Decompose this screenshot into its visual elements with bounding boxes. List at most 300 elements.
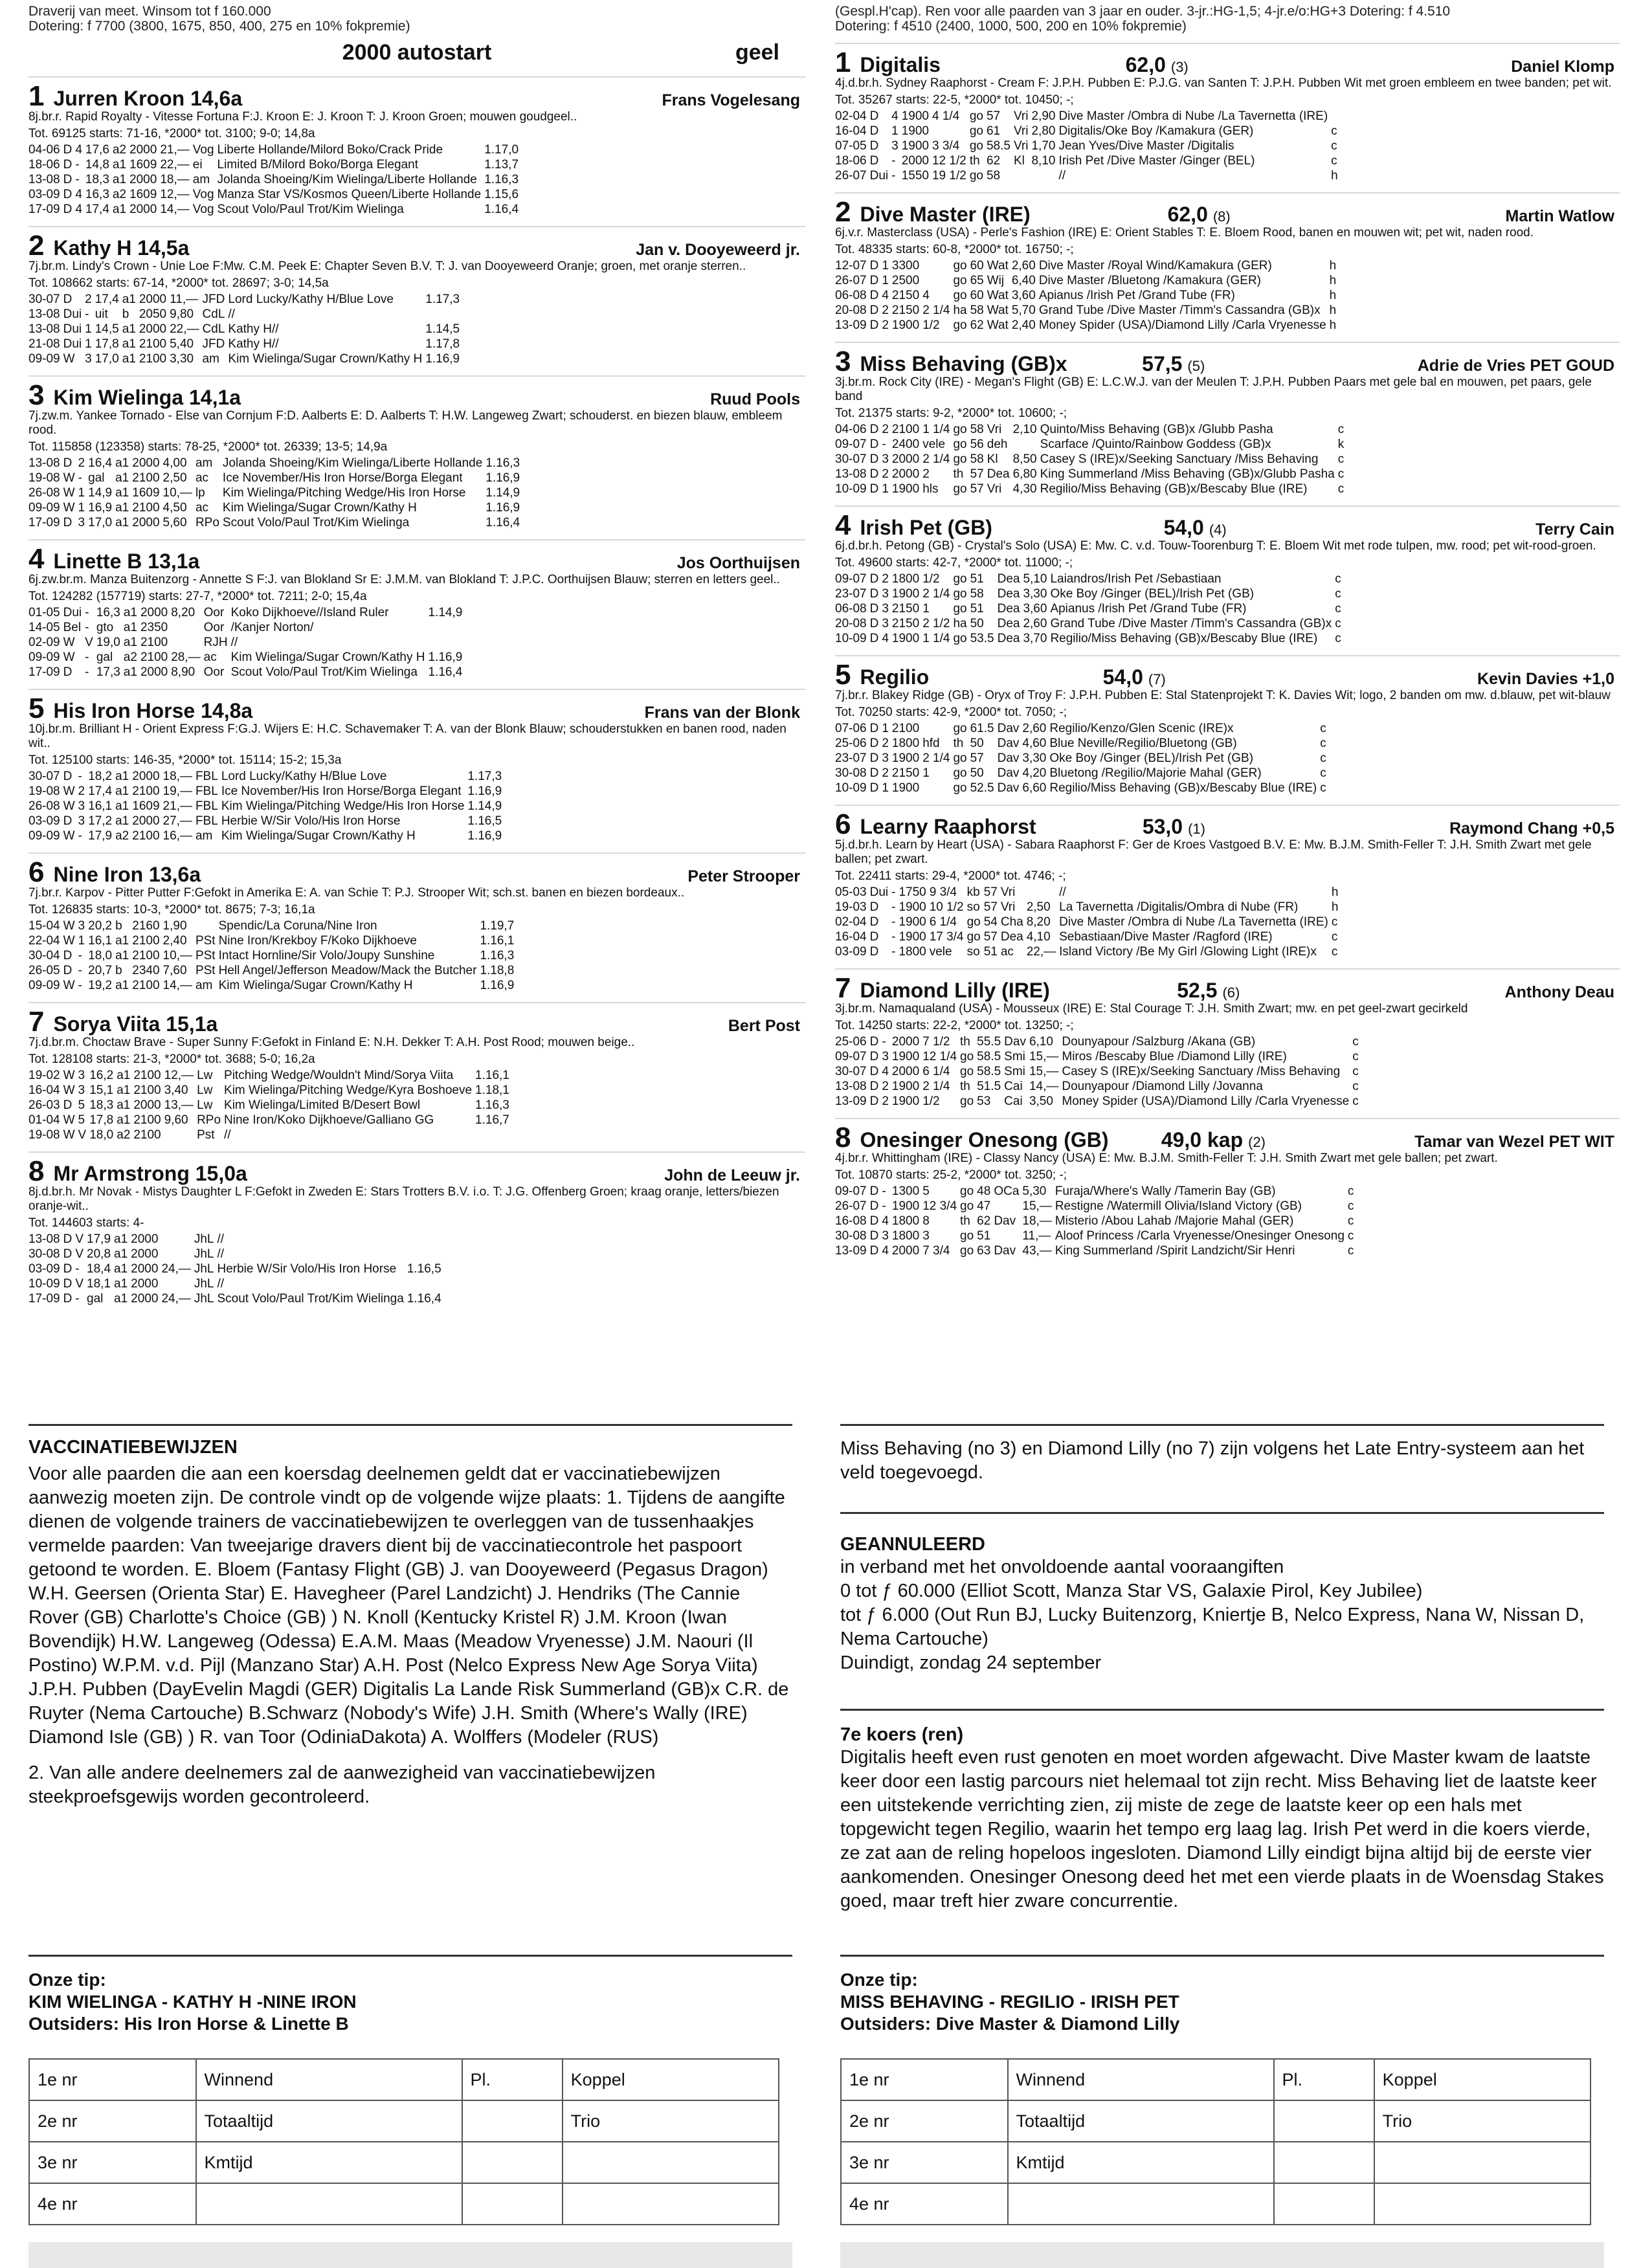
- form-cell: [1331, 109, 1341, 124]
- form-cell: 2000: [891, 1035, 920, 1049]
- form-cell: 14,8: [85, 158, 109, 172]
- form-cell: 1.16,1: [480, 934, 515, 948]
- form-cell: D: [869, 751, 879, 765]
- form-cell: [425, 307, 463, 322]
- form-cell: [164, 1128, 197, 1142]
- form-cell: -: [891, 154, 896, 168]
- form-cell: Oke Boy /Ginger (BEL)/Irish Pet (GB): [1050, 587, 1255, 601]
- tip-outsiders: Outsiders: His Iron Horse & Linette B: [28, 2014, 349, 2034]
- form-cell: 26-08: [28, 799, 60, 813]
- form-cell: 15,—: [1029, 1065, 1059, 1078]
- form-cell: 1.13,7: [484, 158, 519, 172]
- form-cell: 1.17,3: [425, 293, 460, 306]
- form-cell: 3,60: [1011, 289, 1036, 302]
- form-cell: D: [869, 572, 879, 586]
- form-cell: 14,—: [160, 203, 190, 216]
- form-cell: 52.5: [970, 781, 994, 795]
- form-cell: 2: [78, 456, 85, 470]
- form-cell: am: [195, 829, 213, 843]
- form-cell: h: [1329, 304, 1337, 317]
- form-cell: W: [63, 1069, 75, 1082]
- preview-title: 7e koers (ren): [840, 1724, 964, 1745]
- form-table: [835, 572, 1345, 646]
- form-cell: Regilio/Miss Behaving (GB)x/Bescaby Blue (IRE): [1040, 482, 1308, 496]
- form-cell: 2000: [140, 606, 168, 619]
- form-cell: c: [1335, 632, 1341, 645]
- form-cell: D: [869, 154, 879, 168]
- form-cell: Misterio /Abou Lahab /Majorie Mahal (GER): [1055, 1214, 1294, 1228]
- horse-weight-post: [1126, 53, 1326, 77]
- form-cell: -: [882, 438, 886, 451]
- horse-name: Jurren Kroon 14,6a: [53, 87, 243, 110]
- form-cell: a1: [122, 337, 136, 351]
- form-cell: Smi: [1004, 1050, 1025, 1063]
- form-cell: Nine Iron/Koko Dijkhoeve/Galliano GG: [224, 1113, 434, 1127]
- form-cell: 09-09: [28, 650, 60, 664]
- form-cell: D: [869, 1050, 879, 1063]
- form-cell: 17,8: [89, 1113, 114, 1127]
- form-cell: 18,0: [88, 949, 113, 962]
- horse-title: [835, 196, 1031, 228]
- form-cell: c: [1347, 1184, 1354, 1198]
- form-cell: 04-06: [835, 423, 867, 436]
- form-cell: D: [63, 665, 73, 679]
- form-cell: 7 3/4: [922, 1244, 950, 1258]
- horse-number: 2: [835, 196, 851, 228]
- form-cell: Furaja/Where's Wally /Tamerin Bay (GB): [1055, 1184, 1276, 1198]
- grid-cell: Totaaltijd: [1008, 2100, 1274, 2142]
- form-cell: Scarface /Quinto/Rainbow Goddess (GB)x: [1040, 438, 1271, 451]
- horse-pedigree: 6j.v.r. Masterclass (USA) - Perle's Fashion (IRE) E: Orient Stables T: E. Bloem Rood, banen en mouwen wit; pet wit, naden rood.: [835, 226, 1534, 239]
- form-cell: 9 3/4: [929, 885, 957, 899]
- form-cell: a1: [115, 501, 129, 515]
- form-cell: h: [1331, 900, 1339, 914]
- form-cell: //: [1059, 885, 1066, 899]
- form-cell: c: [1331, 124, 1337, 138]
- horse-entry: [28, 76, 805, 217]
- form-cell: -: [75, 1292, 80, 1306]
- form-cell: 1.16,4: [428, 665, 463, 679]
- form-cell: 03-09: [28, 1262, 60, 1276]
- form-cell: 2000: [131, 1262, 159, 1276]
- horse-entry: [835, 192, 1620, 333]
- form-cell: 13-08: [835, 467, 867, 481]
- form-cell: 3,60: [1023, 602, 1047, 616]
- form-cell: 1900: [891, 1080, 920, 1093]
- form-cell: D: [869, 915, 879, 929]
- form-cell: 17,0: [95, 352, 119, 366]
- form-row: [835, 751, 1330, 766]
- form-cell: 16,—: [162, 829, 192, 843]
- form-cell: Kim Wielinga/Limited B/Desert Bowl: [224, 1098, 421, 1112]
- horse-title: [835, 659, 929, 691]
- form-cell: vele: [929, 945, 952, 959]
- grid-cell: Koppel: [563, 2059, 779, 2100]
- form-cell: Apianus /Irish Pet /Grand Tube (FR): [1050, 602, 1247, 616]
- form-row: [835, 929, 1341, 944]
- form-cell: 3: [882, 1050, 889, 1063]
- form-cell: Dav: [997, 722, 1020, 735]
- form-row: [28, 784, 505, 799]
- form-row: [835, 885, 1341, 900]
- form-table: [28, 918, 517, 993]
- form-cell: 18-06: [835, 154, 867, 168]
- form-cell: h: [1331, 169, 1338, 183]
- form-cell: 1900: [891, 751, 920, 765]
- horse-post: (8): [1212, 208, 1231, 225]
- right-horse-list: [835, 43, 1620, 1258]
- form-cell: Kim Wielinga/Sugar Crown/Kathy H: [228, 352, 423, 366]
- form-row: [28, 1098, 513, 1113]
- horse-name: Dive Master (IRE): [860, 203, 1031, 226]
- form-cell: 2 1/4: [922, 1080, 950, 1093]
- form-cell: Grand Tube /Dive Master /Timm's Cassandra (GB)x: [1050, 617, 1332, 630]
- form-cell: 21-08: [28, 337, 60, 351]
- form-row: [28, 187, 522, 202]
- form-cell: 09-09: [28, 501, 60, 515]
- form-cell: 2000: [129, 173, 157, 186]
- vaccination-text: Voor alle paarden die aan een koersdag deelnemen geldt dat er vaccinatiebewijzen aanwezig moeten zijn. De controle vindt op de volgende wijze plaats: 1. Tijdens de aangifte dienen de volgende trainers de vaccinatiebewijzen te overleggen van de tussenhaakjes vermelde paarden: Van tweejarige dravers dient bij de vaccinatiecontrole het paspoort getoond te worden. E. Bloem (Fantasy Flight (GB) J. van Dooyeweerd (Pegasus Dragon) W.H. Geersen (Orienta Star) E. Haveghеer (Parel Landzicht) J. Hendriks (The Cannie Rover (GB) Charlotte's Choice (GB) ) N. Knoll (Kentucky Kristel R) J.M. Kroon (Iwan Bovendijk) H.W. Langeweg (Odessa) E.A.M. Maas (Meadow Vryenesse) J.M. Naouri (Il Postino) W.P.M. v.d. Pijl (Manzano Star) A.H. Post (Nelco Express New Age Sorya Viita) J.P.H. Pubben (DayEvelin Magdi (GER) Digitalis La Lande Risk Summerland (GB)x C.R. de Ruyter (Nema Cartouche) B.Schwarz (Nobody's Wife) J.H. Smith (Where's Wally (IRE) Diamond Isle (GB) ) R. van Toor (OdiniaDakota) A. Wolffers (Modeler (RUS): [28, 1463, 789, 1748]
- form-cell: a1: [114, 1277, 128, 1291]
- form-cell: 2000: [132, 814, 160, 828]
- form-cell: 1.14,5: [425, 322, 460, 336]
- horse-entry: [28, 1151, 805, 1306]
- form-cell: 8: [922, 1214, 930, 1228]
- form-cell: 2100: [140, 650, 168, 664]
- form-cell: 17,3: [96, 665, 120, 679]
- form-cell: go: [966, 930, 981, 944]
- form-cell: c: [1352, 1050, 1359, 1063]
- form-cell: c: [1337, 467, 1345, 481]
- form-cell: [922, 781, 953, 795]
- grid-row: [841, 2100, 1591, 2142]
- form-cell: 2: [882, 737, 889, 750]
- form-cell: Jean Yves/Dive Master /Digitalis: [1058, 139, 1234, 153]
- form-cell: D: [63, 1292, 73, 1306]
- form-cell: King Summerland /Miss Behaving (GB)x/Glubb Pasha: [1040, 467, 1335, 481]
- horse-name: Nine Iron 13,6a: [53, 863, 201, 886]
- form-cell: 57: [983, 900, 998, 914]
- form-cell: 2100: [132, 471, 160, 485]
- late-entry-text: Miss Behaving (no 3) en Diamond Lilly (no 7) zijn volgens het Late Entry-systeem aan het veld toegevoegd.: [840, 1438, 1585, 1483]
- form-cell: go: [953, 602, 967, 616]
- form-cell: 2050: [139, 307, 167, 321]
- form-cell: 30-07: [835, 452, 867, 466]
- form-cell: Dav: [994, 1244, 1016, 1258]
- form-cell: 2000: [132, 770, 160, 783]
- form-cell: 3: [882, 751, 889, 765]
- form-cell: 13-08: [28, 322, 60, 336]
- divider: [28, 1955, 792, 1957]
- form-cell: V: [75, 1277, 84, 1291]
- form-cell: Scout Volo/Paul Trot/Kim Wielinga: [230, 665, 418, 679]
- form-cell: 3: [78, 814, 85, 828]
- form-cell: 4: [882, 1065, 889, 1078]
- form-cell: 18,2: [88, 770, 113, 783]
- grid-row: [29, 2100, 779, 2142]
- form-cell: -: [891, 915, 896, 929]
- footer-band: [28, 2242, 792, 2268]
- form-cell: 2000: [139, 322, 167, 336]
- form-cell: 50: [970, 617, 984, 630]
- form-cell: 1.16,4: [484, 203, 519, 216]
- form-cell: 4,60: [1022, 737, 1047, 750]
- form-cell: FBL: [195, 799, 218, 813]
- form-cell: 9,80: [170, 307, 194, 321]
- form-table: [28, 142, 522, 217]
- form-cell: 2100: [140, 636, 168, 649]
- form-cell: 2350: [140, 621, 168, 634]
- form-cell: Vog: [192, 203, 214, 216]
- left-column: [28, 0, 805, 1315]
- form-cell: 1.16,4: [486, 516, 520, 529]
- form-cell: 4: [922, 289, 930, 302]
- form-cell: JhL: [194, 1277, 214, 1291]
- form-row: [835, 1199, 1357, 1214]
- horse-title: [28, 856, 201, 889]
- form-cell: 07-06: [835, 722, 867, 735]
- form-row: [835, 1214, 1357, 1228]
- form-cell: 2000: [129, 143, 157, 157]
- form-cell: 09-07: [835, 1184, 867, 1198]
- form-cell: 8,20: [1026, 915, 1051, 929]
- form-cell: Island Victory /Be My Girl /Glowing Light (IRE)x: [1059, 945, 1317, 959]
- horse-header: [28, 76, 805, 112]
- form-cell: 21,—: [160, 143, 190, 157]
- form-cell: go: [953, 482, 967, 496]
- form-cell: 57: [970, 467, 984, 481]
- form-cell: Bluetong /Regilio/Majorie Mahal (GER): [1049, 766, 1262, 780]
- tip-label: Onze tip:: [840, 1970, 918, 1990]
- form-cell: 17-09: [28, 203, 60, 216]
- form-cell: 5,10: [1023, 572, 1047, 586]
- divider: [840, 1709, 1604, 1711]
- form-cell: 61: [986, 124, 1001, 138]
- form-cell: [932, 124, 970, 139]
- form-cell: W: [63, 636, 75, 649]
- form-cell: 1.16,7: [475, 1113, 509, 1127]
- horse-weight: 52,5: [1177, 979, 1218, 1002]
- form-cell: OCa: [994, 1184, 1020, 1198]
- jockey-name: Ruud Pools: [710, 390, 800, 408]
- form-cell: D: [869, 1229, 879, 1243]
- form-cell: 17,8: [95, 337, 119, 351]
- form-cell: 19 1/2: [932, 169, 966, 183]
- form-cell: ha: [953, 617, 967, 630]
- form-cell: 30-07: [835, 1065, 867, 1078]
- form-cell: CdL: [202, 307, 225, 321]
- form-row: [28, 157, 522, 172]
- form-cell: 5: [922, 1184, 930, 1198]
- form-cell: [1013, 437, 1040, 452]
- horse-name: Learny Raaphorst: [860, 815, 1036, 838]
- form-cell: 2,90: [1031, 109, 1056, 123]
- form-row: [28, 337, 463, 351]
- form-cell: Jolanda Shoeing/Kim Wielinga/Liberte Hollande: [222, 456, 483, 470]
- form-cell: 7,60: [162, 964, 187, 977]
- form-row: [835, 139, 1341, 153]
- form-cell: Vri: [1000, 885, 1016, 899]
- form-cell: 2000: [131, 1277, 159, 1291]
- form-table: [28, 292, 463, 366]
- form-cell: go: [953, 572, 967, 586]
- horse-name: Diamond Lilly (IRE): [860, 979, 1050, 1002]
- form-cell: 1900: [901, 124, 929, 138]
- horse-name: Onesinger Onesong (GB): [860, 1128, 1109, 1151]
- form-cell: 13-08: [28, 307, 60, 321]
- form-cell: 03-09: [28, 814, 60, 828]
- grid-cell: [462, 2183, 563, 2225]
- form-cell: 19,2: [88, 979, 113, 992]
- form-cell: Dive Master /Royal Wind/Kamakura (GER): [1038, 259, 1272, 272]
- form-cell: 5,40: [170, 337, 194, 351]
- form-cell: c: [1320, 781, 1326, 795]
- cancelled-section: [840, 1534, 1604, 1675]
- form-cell: 6 1/4: [922, 1065, 950, 1078]
- form-cell: -: [891, 885, 896, 899]
- form-cell: 56: [970, 438, 984, 451]
- form-cell: FBL: [195, 770, 218, 783]
- form-cell: am: [195, 979, 213, 992]
- form-cell: 6 1/4: [929, 915, 957, 929]
- form-cell: go: [953, 423, 967, 436]
- form-cell: 5: [78, 1098, 85, 1112]
- form-cell: 2000: [891, 1065, 920, 1078]
- form-cell: go: [953, 587, 967, 601]
- form-cell: 2100: [132, 784, 160, 798]
- form-cell: D: [63, 203, 73, 216]
- form-cell: Kl: [1013, 154, 1025, 168]
- form-cell: Wat: [987, 289, 1009, 302]
- form-cell: 2: [882, 318, 889, 332]
- form-row: [835, 467, 1347, 482]
- form-cell: Vri: [987, 482, 1002, 496]
- form-cell: 1.16,3: [475, 1098, 509, 1112]
- form-cell: //: [217, 1277, 225, 1291]
- form-cell: 1900: [891, 1095, 920, 1108]
- form-cell: 2 1/2: [922, 617, 950, 630]
- form-cell: 58.5: [986, 139, 1010, 153]
- form-cell: 1.16,4: [407, 1292, 441, 1306]
- form-cell: 2150: [891, 304, 920, 317]
- form-cell: b: [115, 964, 122, 977]
- right-tip-block: [840, 1969, 1604, 2035]
- form-cell: 8,10: [1031, 154, 1056, 168]
- horse-name: Miss Behaving (GB)x: [860, 352, 1067, 375]
- form-cell: 50: [970, 737, 984, 750]
- form-cell: 3: [922, 1229, 930, 1243]
- form-cell: D: [63, 293, 73, 306]
- form-cell: 4: [891, 109, 899, 123]
- form-cell: c: [1352, 1035, 1359, 1049]
- race-prize-line: Dotering: f 7700 (3800, 1675, 850, 400, 275 en 10% fokpremie): [28, 19, 410, 34]
- form-cell: a1: [112, 203, 127, 216]
- form-cell: 51: [970, 572, 984, 586]
- form-cell: 1.17,8: [425, 337, 460, 351]
- form-table: [835, 109, 1341, 183]
- horse-post: (4): [1209, 522, 1227, 538]
- form-cell: Bel: [63, 621, 82, 634]
- horse-header: [835, 342, 1620, 377]
- form-cell: 14,5: [95, 322, 119, 336]
- form-cell: W: [63, 501, 75, 515]
- form-cell: 09-07: [835, 572, 867, 586]
- form-cell: 2150: [891, 289, 920, 302]
- form-cell: 2500: [891, 274, 920, 287]
- form-cell: 2 1/4: [922, 304, 950, 317]
- form-cell: 16-08: [835, 1214, 867, 1228]
- grid-cell: [196, 2183, 462, 2225]
- form-cell: 54: [983, 915, 998, 929]
- form-cell: 2000: [139, 293, 167, 306]
- form-cell: 6,80: [1012, 467, 1037, 481]
- form-cell: go: [969, 109, 983, 123]
- form-cell: JhL: [194, 1247, 214, 1261]
- form-cell: 1: [882, 722, 889, 735]
- horse-entry: [28, 226, 805, 366]
- horse-title: [835, 509, 992, 542]
- form-cell: a1: [114, 1247, 128, 1261]
- form-cell: go: [953, 452, 967, 466]
- grid-cell: 2e nr: [841, 2100, 1008, 2142]
- horse-stats: Tot. 21375 starts: 9-2, *2000* tot. 10600; -;: [835, 406, 1067, 420]
- form-cell: D: [63, 814, 73, 828]
- form-cell: Pst: [197, 1128, 215, 1142]
- form-cell: 6,40: [1011, 274, 1036, 287]
- form-cell: 20,8: [87, 1247, 111, 1261]
- form-cell: D: [869, 1035, 879, 1049]
- form-cell: -: [85, 606, 89, 619]
- form-cell: 1800: [891, 572, 920, 586]
- form-table: [835, 721, 1330, 795]
- form-cell: D: [869, 274, 879, 287]
- form-cell: 61.5: [970, 722, 994, 735]
- form-cell: 57: [983, 885, 998, 899]
- horse-weight-post: [1142, 352, 1343, 376]
- form-cell: FBL: [195, 814, 218, 828]
- form-cell: -: [78, 829, 82, 843]
- form-cell: 1/2: [922, 1095, 940, 1108]
- form-cell: Digitalis/Oke Boy /Kamakura (GER): [1058, 124, 1254, 138]
- form-cell: Cha: [1000, 915, 1023, 929]
- horse-number: 6: [835, 808, 851, 840]
- form-cell: 2,60: [1022, 722, 1047, 735]
- form-cell: b: [122, 307, 129, 321]
- grid-cell: Kmtijd: [1008, 2142, 1274, 2183]
- form-row: [835, 153, 1341, 168]
- form-cell: 30-04: [28, 949, 60, 962]
- form-row: [28, 142, 522, 157]
- form-cell: D: [869, 139, 879, 153]
- form-cell: th: [960, 1035, 970, 1049]
- form-cell: a2: [115, 829, 129, 843]
- form-row: [28, 500, 523, 515]
- form-cell: a1: [122, 293, 136, 306]
- horse-header: [835, 43, 1620, 78]
- form-cell: kb: [966, 885, 980, 899]
- form-cell: D: [869, 930, 879, 944]
- form-cell: Quinto/Miss Behaving (GB)x /Glubb Pasha: [1040, 423, 1273, 436]
- form-cell: V: [75, 1232, 84, 1246]
- form-cell: 16-04: [28, 1084, 60, 1097]
- form-cell: a1: [112, 173, 127, 186]
- form-cell: Kim Wielinga/Pitching Wedge/His Iron Horse: [222, 486, 466, 500]
- form-table: [28, 1232, 445, 1306]
- form-cell: 1: [78, 934, 85, 948]
- form-cell: 16,9: [88, 501, 113, 515]
- form-row: [835, 452, 1347, 467]
- race-prize-line: Dotering: f 4510 (2400, 1000, 500, 200 en 10% fokpremie): [835, 19, 1187, 34]
